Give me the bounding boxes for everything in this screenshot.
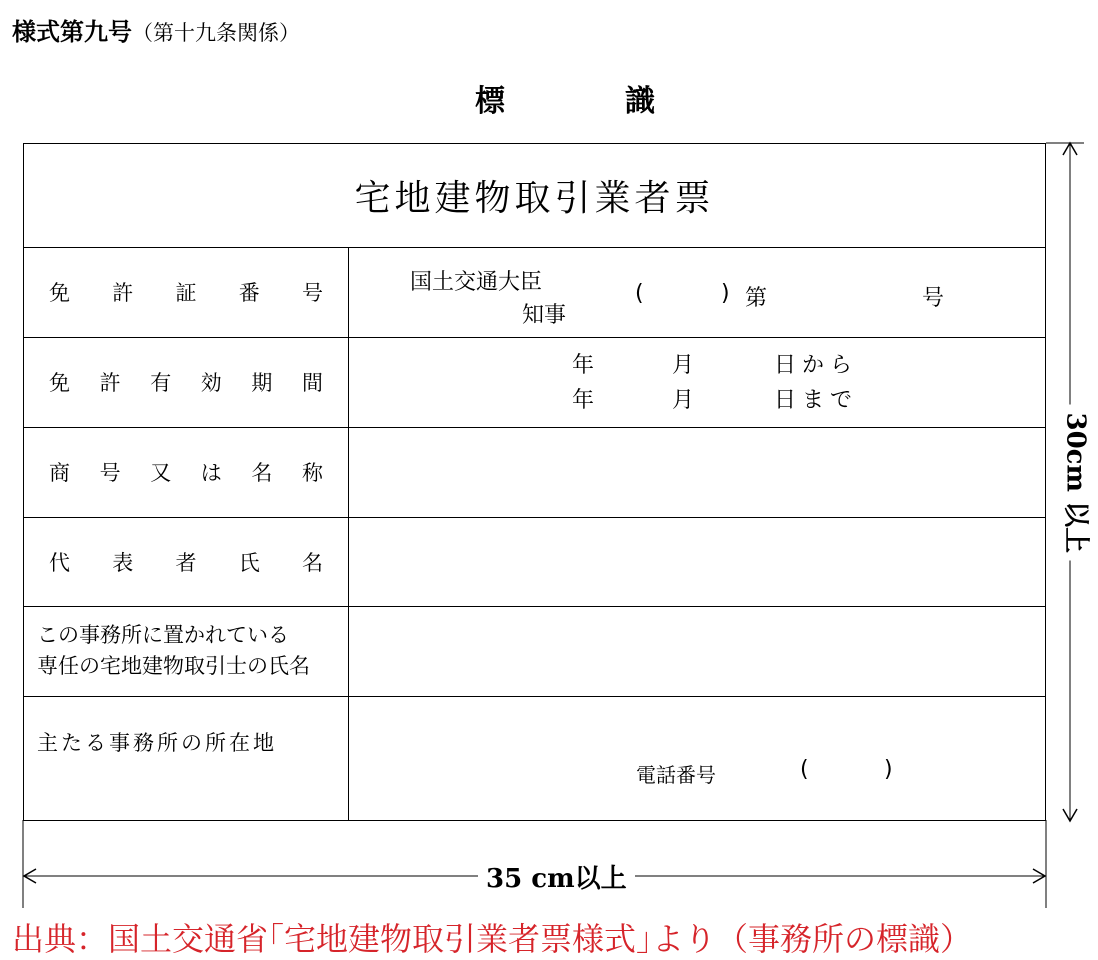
label-char: 又 xyxy=(150,461,172,485)
label-char: 免 xyxy=(49,281,70,305)
validity-to-month: 月 xyxy=(672,388,695,413)
dedicated-agent-label-line-2: 専任の宅地建物取引士の氏名 xyxy=(37,654,310,678)
form-number xyxy=(12,12,300,47)
heading-char-1: 標 xyxy=(475,84,505,119)
validity-to-year: 年 xyxy=(572,388,595,413)
heading-char-2: 識 xyxy=(625,84,655,119)
dedicated-agent-label-line-1: この事務所に置かれている xyxy=(37,623,289,647)
label-char: 間 xyxy=(301,371,323,395)
license-go: 号 xyxy=(922,286,945,311)
dedicated-agent-label xyxy=(24,606,348,696)
label-char: 証 xyxy=(175,281,197,305)
height-label: 30cm 以上 xyxy=(1060,405,1097,561)
label-char: 名 xyxy=(302,550,323,575)
label-char: 表 xyxy=(112,550,134,575)
label-char: 号 xyxy=(302,281,323,305)
trade-name-label xyxy=(24,427,348,517)
label-char: 号 xyxy=(99,461,121,485)
validity-from-day: 日から xyxy=(774,353,859,378)
width-label: 35 cm以上 xyxy=(478,858,635,895)
phone-paren-close: ) xyxy=(884,757,893,782)
license-number-label xyxy=(24,247,348,337)
column-divider xyxy=(348,247,349,820)
label-char: 名 xyxy=(251,461,273,485)
form-number-label: 様式第九号 xyxy=(12,18,132,46)
license-dai: 第 xyxy=(745,286,768,311)
license-paren-close: ) xyxy=(721,281,730,306)
governor-text: 知事 xyxy=(522,303,567,328)
license-paren-open: ( xyxy=(635,281,644,306)
label-char: 氏 xyxy=(238,550,260,575)
label-char: 免 xyxy=(49,371,70,395)
phone-label: 電話番号 xyxy=(636,763,716,787)
table-title: 宅地建物取引業者票 xyxy=(354,178,715,219)
label-char: 有 xyxy=(150,371,172,395)
validity-from-month: 月 xyxy=(672,353,695,378)
minister-text: 国土交通大臣 xyxy=(410,270,543,295)
representative-name-label xyxy=(24,517,348,606)
label-char: 期 xyxy=(251,371,273,395)
source-citation: 出典：国土交通省｢宅地建物取引業者票様式｣より（事務所の標識） xyxy=(12,920,973,958)
label-char: 番 xyxy=(238,281,260,305)
label-char: 許 xyxy=(99,371,121,395)
label-char: 効 xyxy=(200,371,222,395)
sign-heading xyxy=(475,76,655,120)
validity-to-day: 日まで xyxy=(774,388,859,413)
main-office-address-label: 主たる事務所の所在地 xyxy=(37,731,277,755)
validity-period-label xyxy=(24,337,348,427)
label-char: は xyxy=(200,461,222,485)
sign-table xyxy=(23,143,1046,821)
label-char: 許 xyxy=(112,281,134,305)
label-char: 商 xyxy=(49,461,70,485)
phone-paren-open: ( xyxy=(800,757,809,782)
article-reference: （第十九条関係） xyxy=(132,21,300,45)
label-char: 者 xyxy=(175,550,197,575)
label-char: 称 xyxy=(301,461,323,485)
validity-from-year: 年 xyxy=(572,353,595,378)
label-char: 代 xyxy=(49,550,70,575)
